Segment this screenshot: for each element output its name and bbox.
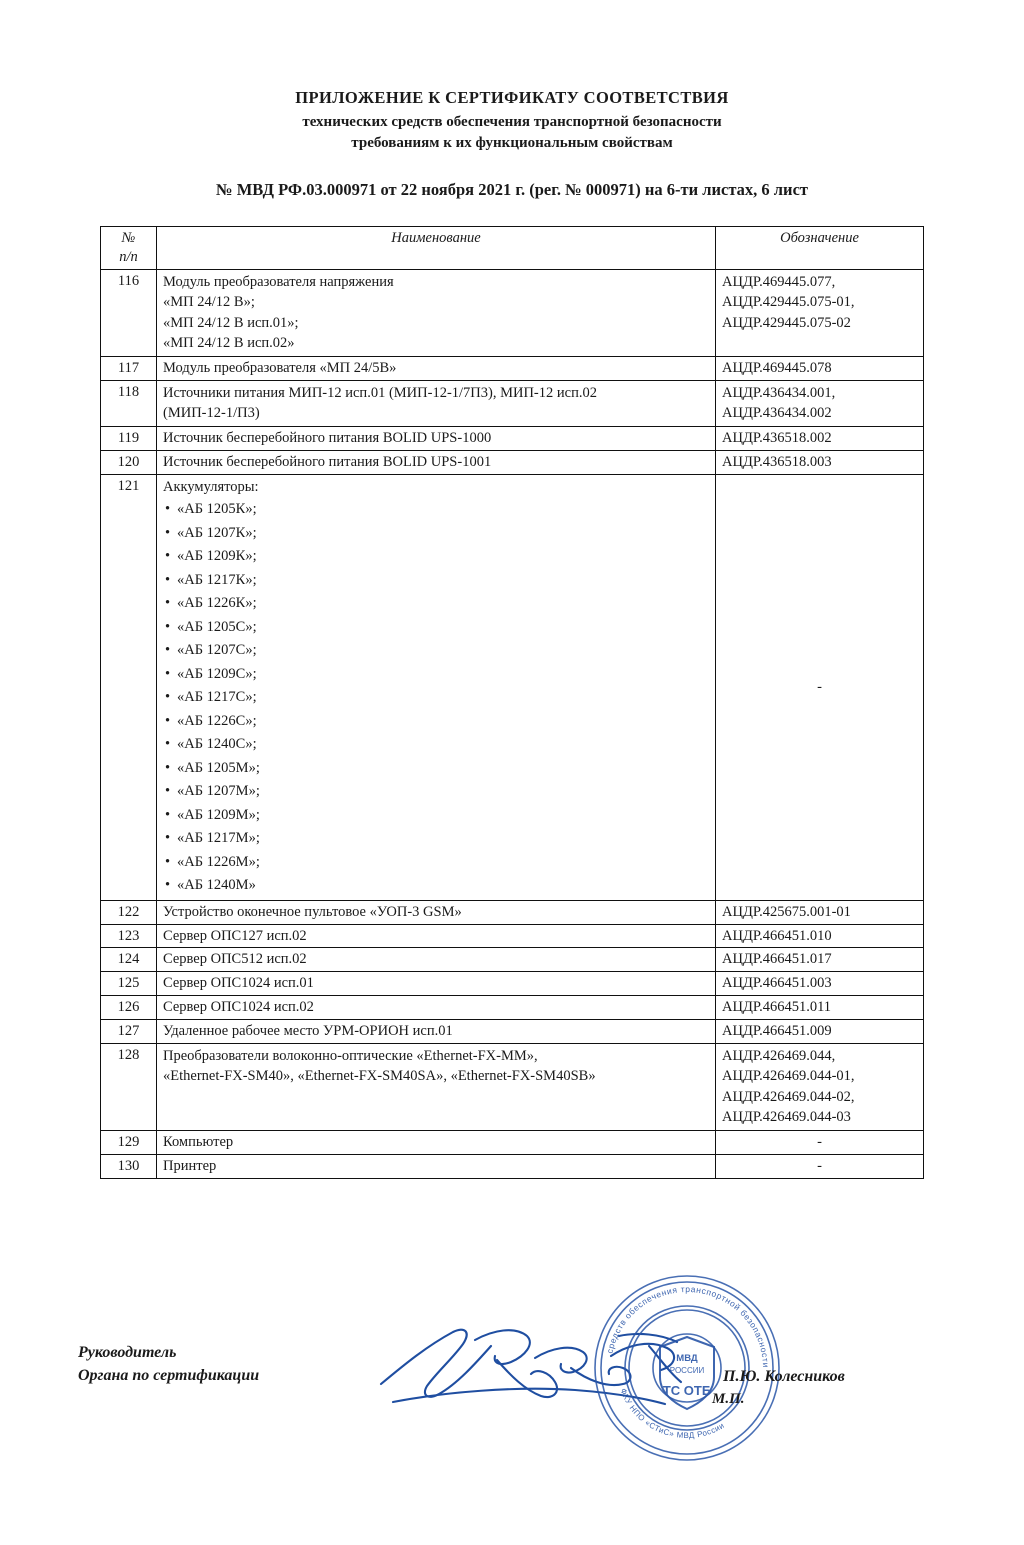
header-title-line-3: требованиям к их функциональным свойствам xyxy=(351,135,673,151)
row-designation: - xyxy=(716,1154,924,1178)
row-name: Устройство оконечное пультовое «УОП-3 GSM» xyxy=(157,900,716,924)
row-number: 119 xyxy=(101,427,157,451)
row-number: 122 xyxy=(101,900,157,924)
table-row xyxy=(101,924,924,948)
table-row xyxy=(101,1131,924,1155)
row-name: Сервер ОПС1024 исп.01 xyxy=(157,972,716,996)
row-name xyxy=(157,380,716,426)
row-designation-line: АЦДР.429445.075-01, xyxy=(722,294,855,311)
row-name: Сервер ОПС512 исп.02 xyxy=(157,948,716,972)
row-name-line: Модуль преобразователя напряжения xyxy=(163,273,394,290)
row-number: 125 xyxy=(101,972,157,996)
row-name-line: «МП 24/12 В исп.02» xyxy=(163,335,295,352)
row-name-line: «МП 24/12 В исп.01»; xyxy=(163,314,299,331)
row-designation-line: АЦДР.426469.044-03 xyxy=(722,1109,851,1126)
list-item: • «АБ 1226К»; xyxy=(163,592,709,615)
list-item: • «АБ 1209К»; xyxy=(163,545,709,568)
row-name xyxy=(157,269,716,356)
column-header-designation: Обозначение xyxy=(716,227,924,270)
row-designation-line: АЦДР.469445.077, xyxy=(722,273,836,290)
row-name: Компьютер xyxy=(157,1131,716,1155)
row-designation: АЦДР.436518.002 xyxy=(716,427,924,451)
row-name-line: Преобразователи волоконно-оптические «Ethernet-FX-MM», xyxy=(163,1047,538,1064)
row-designation: АЦДР.466451.017 xyxy=(716,948,924,972)
list-item: • «АБ 1240С»; xyxy=(163,733,709,756)
row-number: 129 xyxy=(101,1131,157,1155)
document-header xyxy=(0,88,1024,152)
row-name: Модуль преобразователя «МП 24/5В» xyxy=(157,357,716,381)
row-number: 121 xyxy=(101,474,157,900)
row-name-line: «МП 24/12 В»; xyxy=(163,294,255,311)
row-designation: АЦДР.466451.003 xyxy=(716,972,924,996)
row-designation: - xyxy=(716,1131,924,1155)
certificate-number-line: № МВД РФ.03.000971 от 22 ноября 2021 г. (рег. № 000971) на 6-ти листах, 6 лист xyxy=(216,180,808,199)
table-row xyxy=(101,380,924,426)
list-item: • «АБ 1217К»; xyxy=(163,569,709,592)
table-row xyxy=(101,900,924,924)
row-number: 126 xyxy=(101,996,157,1020)
list-item: • «АБ 1217М»; xyxy=(163,827,709,850)
battery-list xyxy=(163,498,709,897)
row-name-line: (МИП-12-1/П3) xyxy=(163,405,260,422)
header-title-line-2: технических средств обеспечения транспортной безопасности xyxy=(302,114,722,130)
stamp-ring-bottom-text: ФКУ НПО «СТиС» МВД России xyxy=(618,1387,727,1441)
row-number: 118 xyxy=(101,380,157,426)
row-number: 124 xyxy=(101,948,157,972)
table-row xyxy=(101,996,924,1020)
row-number: 127 xyxy=(101,1019,157,1043)
row-designation: АЦДР.466451.010 xyxy=(716,924,924,948)
list-item: • «АБ 1207К»; xyxy=(163,522,709,545)
row-name xyxy=(157,474,716,900)
stamp-center-top-text: МВД xyxy=(676,1353,698,1364)
list-item: • «АБ 1205М»; xyxy=(163,757,709,780)
row-designation-line: АЦДР.429445.075-02 xyxy=(722,314,851,331)
row-designation: - xyxy=(716,474,924,900)
list-item: • «АБ 1226М»; xyxy=(163,851,709,874)
row-number: 116 xyxy=(101,269,157,356)
row-name: Сервер ОПС1024 исп.02 xyxy=(157,996,716,1020)
table-row xyxy=(101,972,924,996)
row-designation: АЦДР.469445.078 xyxy=(716,357,924,381)
row-designation-line: АЦДР.436434.001, xyxy=(722,384,836,401)
row-designation-line: АЦДР.426469.044-02, xyxy=(722,1088,855,1105)
table-row xyxy=(101,357,924,381)
row-number: 128 xyxy=(101,1043,157,1130)
list-item: • «АБ 1240М» xyxy=(163,874,709,897)
stamp-badge-text: ТС ОТБ xyxy=(662,1383,712,1398)
row-designation: АЦДР.425675.001-01 xyxy=(716,900,924,924)
signatory-role-line-2: Органа по сертификации xyxy=(78,1367,260,1385)
document-page xyxy=(0,88,1024,1545)
row-number: 117 xyxy=(101,357,157,381)
table-row xyxy=(101,427,924,451)
row-name xyxy=(157,1043,716,1130)
table-body xyxy=(101,269,924,1178)
row-name: Сервер ОПС127 исп.02 xyxy=(157,924,716,948)
header-title-line-1: ПРИЛОЖЕНИЕ К СЕРТИФИКАТУ СООТВЕТСТВИЯ xyxy=(295,88,729,107)
row-designation-line: АЦДР.436434.002 xyxy=(722,405,832,422)
column-header-number-line2: п/п xyxy=(119,248,138,265)
column-header-name: Наименование xyxy=(157,227,716,270)
table-header xyxy=(101,227,924,270)
list-item: • «АБ 1205К»; xyxy=(163,498,709,521)
row-name: Принтер xyxy=(157,1154,716,1178)
signatory-name: П.Ю. Колесников xyxy=(723,1368,845,1385)
row-name: Источник бесперебойного питания BOLID UPS-1001 xyxy=(157,450,716,474)
row-name-line: «Ethernet-FX-SM40», «Ethernet-FX-SM40SA», «Ethernet-FX-SM40SB» xyxy=(163,1068,596,1085)
stamp-ring-top-text: средств обеспечения транспортной безопасности xyxy=(604,1283,772,1369)
list-item: • «АБ 1205С»; xyxy=(163,616,709,639)
list-item: • «АБ 1207С»; xyxy=(163,639,709,662)
row-number: 130 xyxy=(101,1154,157,1178)
stamp-place-mark: М.П. xyxy=(712,1391,745,1407)
battery-list-heading: Аккумуляторы: xyxy=(163,478,259,495)
signatory-role-line-1: Руководитель xyxy=(78,1344,177,1361)
row-designation: АЦДР.436518.003 xyxy=(716,450,924,474)
row-designation-line: АЦДР.426469.044, xyxy=(722,1047,836,1064)
list-item: • «АБ 1217С»; xyxy=(163,686,709,709)
row-name: Удаленное рабочее место УРМ-ОРИОН исп.01 xyxy=(157,1019,716,1043)
row-designation xyxy=(716,1043,924,1130)
table-row xyxy=(101,948,924,972)
row-designation xyxy=(716,380,924,426)
equipment-table xyxy=(100,226,924,1179)
svg-text:средств обеспечения транспортн xyxy=(604,1284,771,1368)
list-item: • «АБ 1209М»; xyxy=(163,804,709,827)
column-header-number xyxy=(101,227,157,270)
stamp-center-bottom-text: РОССИИ xyxy=(669,1366,705,1375)
row-designation xyxy=(716,269,924,356)
list-item: • «АБ 1209С»; xyxy=(163,663,709,686)
column-header-number-line1: № xyxy=(121,230,136,246)
table-row xyxy=(101,1154,924,1178)
row-name: Источник бесперебойного питания BOLID UPS-1000 xyxy=(157,427,716,451)
table-row xyxy=(101,450,924,474)
row-number: 123 xyxy=(101,924,157,948)
list-item: • «АБ 1226С»; xyxy=(163,710,709,733)
row-designation: АЦДР.466451.009 xyxy=(716,1019,924,1043)
table-header-row xyxy=(101,227,924,270)
row-designation-line: АЦДР.426469.044-01, xyxy=(722,1068,855,1085)
row-number: 120 xyxy=(101,450,157,474)
table-row xyxy=(101,1043,924,1130)
handwritten-signature xyxy=(375,1306,705,1416)
svg-text:ФКУ НПО «СТиС» МВД России xyxy=(618,1387,726,1440)
signatory-role xyxy=(78,1341,259,1387)
table-row-batteries xyxy=(101,474,924,900)
table-row xyxy=(101,1019,924,1043)
table-row xyxy=(101,269,924,356)
list-item: • «АБ 1207М»; xyxy=(163,780,709,803)
row-name-line: Источники питания МИП-12 исп.01 (МИП-12-1/7П3), МИП-12 исп.02 xyxy=(163,384,597,401)
row-designation: АЦДР.466451.011 xyxy=(716,996,924,1020)
